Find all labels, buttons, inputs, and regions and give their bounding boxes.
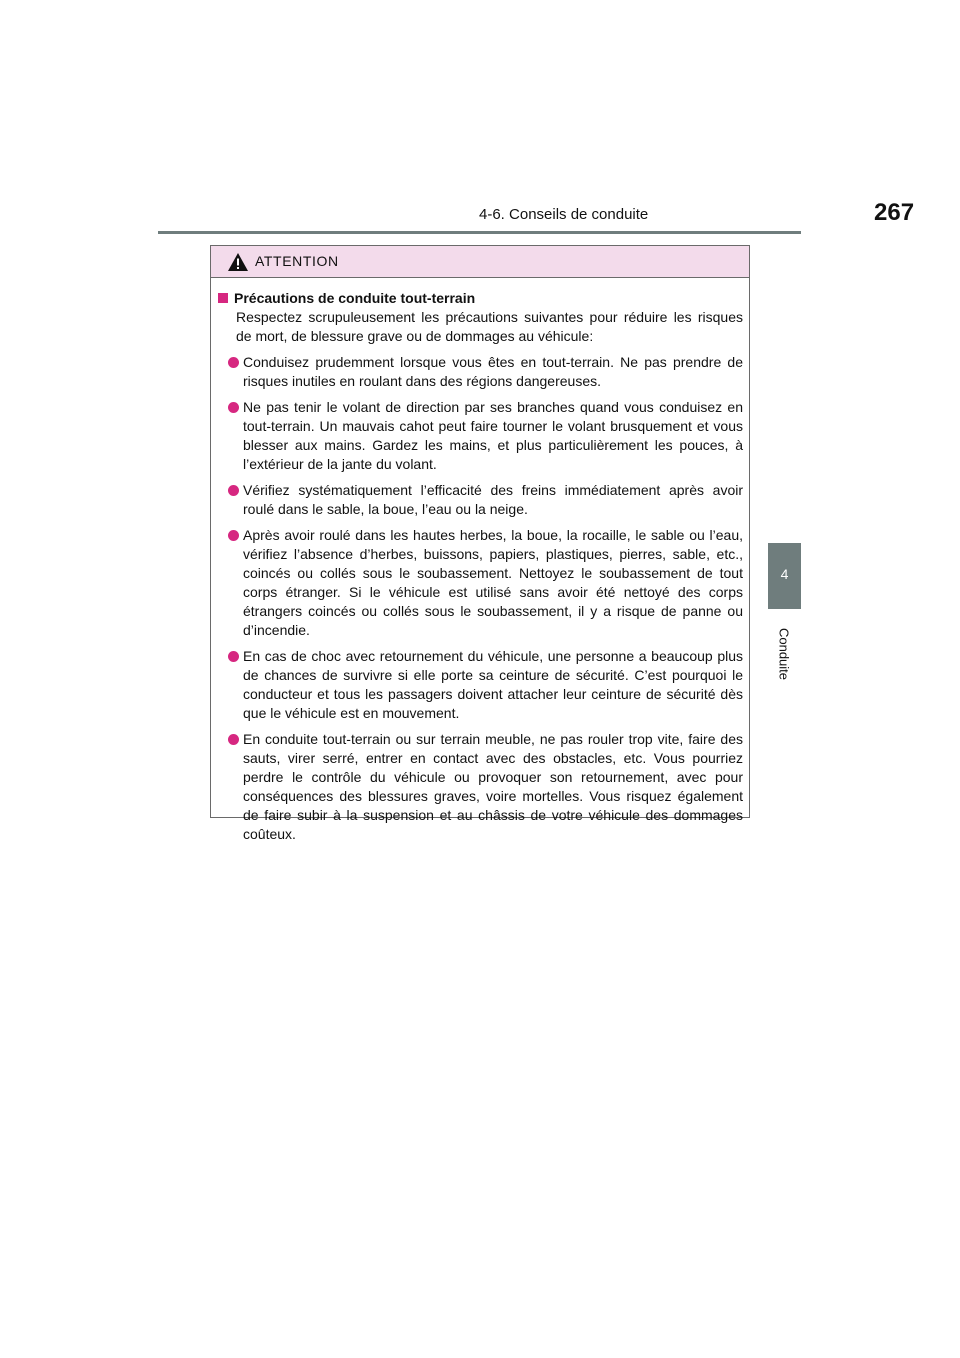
warning-box <box>210 245 750 842</box>
list-item-text: Ne pas tenir le volant de direction par ses branches quand vous conduisez en tout-terrain. Un mauvais cahot peut faire tourner le volant brusquement et vous blesser aux mains. Gardez les mains, et plus particulièrement les pouces, à l’extérieur de la jante du volant. <box>243 399 743 472</box>
list-item <box>218 398 743 474</box>
list-item <box>218 647 743 723</box>
bullet-dot-icon <box>228 485 239 496</box>
chapter-tab <box>768 543 801 609</box>
bullet-dot-icon <box>228 734 239 745</box>
list-item-text: Vérifiez systématiquement l’efficacité des freins immédiatement après avoir roulé dans le sable, la boue, l’eau ou la neige. <box>243 482 743 517</box>
section-title: 4-6. Conseils de conduite <box>479 206 649 223</box>
section-heading-text: Précautions de conduite tout-terrain <box>234 290 476 306</box>
chapter-label-box <box>769 618 799 690</box>
chapter-label: Conduite <box>776 627 792 681</box>
bullet-dot-icon <box>228 651 239 662</box>
intro-paragraph: Respectez scrupuleusement les précautions suivantes pour réduire les risques de mort, de blessure grave ou de dommages au véhicule: <box>236 309 743 344</box>
bullet-dot-icon <box>228 357 239 368</box>
list-item-text: En cas de choc avec retournement du véhicule, une personne a beaucoup plus de chances de survivre si elle porte sa ceinture de sécurité. C’est pourquoi le conducteur et tous les passagers doivent attacher leur ceinture de sécurité dès que le véhicule est en mouvement. <box>243 648 743 721</box>
warning-header <box>211 246 749 278</box>
warning-triangle-icon <box>227 252 249 272</box>
precaution-list <box>218 353 743 844</box>
bullet-dot-icon <box>228 402 239 413</box>
page-number: 267 <box>874 199 915 226</box>
list-item-text: Conduisez prudemment lorsque vous êtes en tout-terrain. Ne pas prendre de risques inutiles en roulant dans des régions dangereuses. <box>243 354 743 389</box>
warning-title: ATTENTION <box>255 253 339 269</box>
list-item <box>218 353 743 391</box>
bullet-dot-icon <box>228 530 239 541</box>
list-item <box>218 730 743 844</box>
warning-body <box>211 278 749 844</box>
section-heading <box>218 289 743 308</box>
list-item <box>218 481 743 519</box>
square-bullet-icon <box>218 293 228 303</box>
page-header <box>158 0 915 237</box>
list-item-text: En conduite tout-terrain ou sur terrain meuble, ne pas rouler trop vite, faire des sauts, virer serré, entrer en contact avec des obstacles, etc. Vous pourriez perdre le contrôle du véhicule ou provoquer son retournement, avec pour conséquences des blessures graves, voire mortelles. Vous risquez également de faire subir à la suspension et au châssis de votre véhicule des dommages coûteux. <box>243 731 743 842</box>
list-item-text: Après avoir roulé dans les hautes herbes, la boue, la rocaille, le sable ou l’eau, vérifiez l’absence d’herbes, buissons, papiers, plastiques, pierres, sable, etc., coincés ou collés sous le soubassement. Nettoyez le soubassement de tout corps étranger. Si le véhicule est utilisé sans avoir été nettoyé des corps étrangers coincés ou collés sous le soubassement, il y a risque de panne ou d’incendie. <box>243 527 743 638</box>
list-item <box>218 526 743 640</box>
chapter-number: 4 <box>780 566 789 582</box>
header-rule <box>158 231 801 234</box>
